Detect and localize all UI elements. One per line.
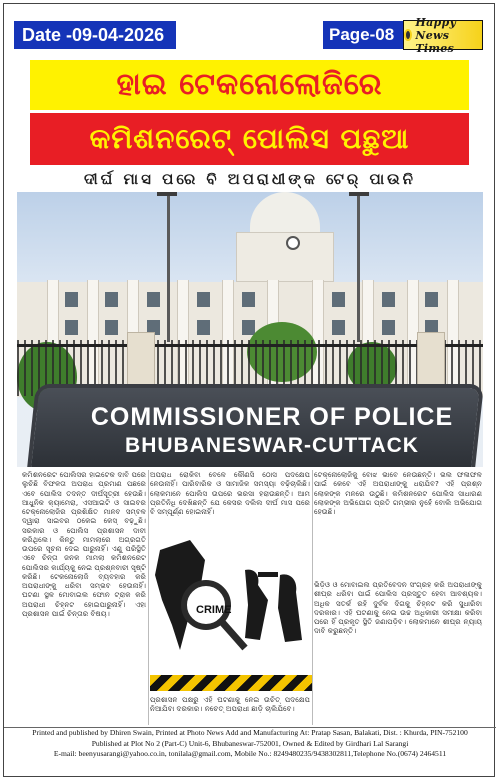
clock-icon (286, 236, 300, 250)
building-window (105, 320, 118, 335)
footer-line-3: E-mail: beenyusarangi@yahoo.co.in, tonilala@gmail.com, Mobile No.: 8249480235/9438302811,Telephone No.(0674) 2464511 (53, 749, 447, 758)
subheadline: ଦୀର୍ଘ ମାସ ପରେ ବି ଅପରାଧୀଙ୍କ ଟେର୍ ପାଉନି (84, 170, 416, 188)
building-window (65, 292, 78, 307)
building-window (332, 320, 345, 335)
article-column-3-top: ଟେକ୍ନୋଲୋଜିକୁ ବୋଝ ଭାବେ ନେଉଛନ୍ତି। ଭଲ ଫଳାଫଳ ପାଇଁ କେବେ ଏହି ଅପରାଧୀଙ୍କୁ ଧରାଯିବ? ଏହି ପ୍ରଶ୍ନ ଲୋକଙ୍କ ମନରେ ଉଠୁଛି। କମିଶନରେଟ ପୋଲିସ ସାଧାରଣ ଲୋକଙ୍କ ଅଭିଯୋଗ ପ୍ରତି ଗମ୍ଭୀର ନୁହେଁ ବୋଲି ଅଭିଯୋଗ ହେଉଛି। (314, 470, 482, 516)
newspaper-logo (403, 15, 483, 55)
building-window (382, 292, 395, 307)
column-divider (148, 470, 149, 725)
building-window (382, 320, 395, 335)
magnifier-handle (222, 622, 245, 648)
article-column-2-bottom: ପ୍ରଶାସନ ପକ୍ଷରୁ ଏହି ଘଟଣାକୁ ନେଇ ଉଚିତ୍ ପଦକ୍ଷେପ ନିଆଯିବା ଦରକାର। ନଚେତ୍ ଅପରାଧୀ ଛାଡ଼ି ଚାଲିଯିବେ। (150, 695, 310, 714)
headline-line1: ହାଇ ଟେକନୋଲୋଜିରେ (30, 60, 469, 110)
building-window (147, 292, 160, 307)
building-window (332, 292, 345, 307)
footer-line-2: Published at Plot No 2 (Part-C) Unit-6, Bhubaneswar-752001, Owned & Edited by Girdhari Lal Sarangi (91, 738, 409, 748)
street-lamp-head (157, 192, 177, 196)
police-commissionerate-photo (17, 192, 483, 467)
column-divider (312, 470, 313, 725)
article-column-1: କମିଶନରେଟ ପୋଲିସର ହାଇଟେକ ଦାବି ପରେ ଲୁଚିଛି ବିଫଳତା ଅପରାଧ ପ୍ରମାଣ ପଛରେ ଏବେ ପୋଲିସ ତଦନ୍ତ ଦୀର୍ଘସୂତ୍ରୀ ହେଉଛି। ଆଧୁନିକ କ୍ୟାମେରା, ଏସଆଇଟି ଓ ସାଇବର ଟେକ୍ନୋଲୋଜିର ପ୍ରଶିକ୍ଷିତ ମାନବ ସମ୍ବଳ ଦ୍ୱାରା ସାଇବର ଠକେଇ କେସ୍ ବଢ଼ୁଛି। ସରକାର ଓ ପୋଲିସ ପ୍ରଶାସନ ଦାବୀ କରିଥିଲେ। କିନ୍ତୁ ମାମଲାରେ ଅଗ୍ରଗତି ଉପରେ ସୂଚନା ଦେଇ ପାରୁନାହିଁ। ଏଣୁ ପରିସ୍ଥିତି ଏବେ ଚିନ୍ତା ଜନକ ମାମଲା କମିଶନରେଟ ପୋଲିସର କାର୍ଯ୍ୟକୁ ନେଇ ପ୍ରଶ୍ନବାଚୀ ସୃଷ୍ଟି କରିଛି। ଟେକନୋଲୋଜି ବ୍ୟବହାର କରି ଅପରାଧୀଙ୍କୁ ଧରିବା ସମ୍ଭବ ହେଉନାହିଁ। ଘଟଣା ସ୍ଥଳ ମୋବାଇଲ ଫୋନ ଟ୍ରାକ କରି ଅପରାଧୀ ଚିହ୍ନଟ ହୋଇପାରୁନାହିଁ। ଏହା ପ୍ରଶାସନ ପାଇଁ ଚିନ୍ତାର ବିଷୟ। (22, 470, 146, 618)
building-window (242, 320, 255, 335)
building-window (242, 292, 255, 307)
date-label: Date -09-04-2026 (14, 21, 176, 49)
street-lamp (167, 192, 170, 342)
building-window (65, 320, 78, 335)
publisher-footer (4, 727, 496, 778)
crime-graphic (150, 530, 312, 675)
building-window (425, 292, 438, 307)
building-window (105, 292, 118, 307)
logo-text: Happy News Times (415, 15, 457, 55)
victim-silhouette (278, 574, 302, 642)
street-lamp (357, 192, 360, 342)
gun-icon (258, 572, 278, 577)
sign-text-line1: COMMISSIONER OF POLICE (90, 403, 454, 431)
sign-text-line2: BHUBANESWAR-CUTTACK (125, 434, 419, 457)
building-tower (236, 232, 334, 282)
building-window (197, 292, 210, 307)
building-window (197, 320, 210, 335)
page-number-label: Page-08 (323, 21, 403, 49)
article-column-2-top: ଅପରାଧ ରୋକିବା ବେଳେ କୌଣସି ଠୋସ ପଦକ୍ଷେପ ନେଉନାହିଁ। ପାରିବାରିକ ଓ ସାମାଜିକ ସମସ୍ୟା ବଢ଼ିଚାଲିଛି। ଲୋକମାନେ ପୋଲିସ ଉପରେ ଭରସା ହରାଉଛନ୍ତି। ଆମ ପ୍ରତିନିଧି ଦେଖିଛନ୍ତି ଯେ କେସର ଦଲିଲ ଦୀର୍ଘ ମାସ ପରେ ବି ସମ୍ପୂର୍ଣ୍ଣ ହୋଇନାହିଁ। (150, 470, 310, 516)
criminal-silhouette (245, 570, 268, 640)
footer-line-1: Printed and published by Dhiren Swain, Printed at Photo News Add and Manufacturing At: Pratap Sasan, Balakati, Dist. : Khurda, PIN-752100 (32, 728, 468, 737)
article-column-3-bottom: ଭିଡ଼ିଓ ଓ ମୋବାଇଲ ପ୍ରତିବେଦନ ସଂଗ୍ରହ କରି ଅପରାଧୀଙ୍କୁ ଶୀଘ୍ର ଧରିବା ପାଇଁ ପୋଲିସ ପ୍ରସ୍ତୁତ ହେବା ଆବଶ୍ୟକ। ଅଧିକ ସତର୍କ ରହି ଦୁର୍ବଳ ଦିଗକୁ ଚିହ୍ନଟ କରି ସୁଧାରିବା ଦରକାର। ଏହି ଘଟଣାକୁ ନେଇ ଉଚ୍ଚ ଅଧିକାରୀ ସମୀକ୍ଷା କରିବା ପରେ ହିଁ ପ୍ରକୃତ ସ୍ଥିତି ଜଣାପଡ଼ିବ। ଲୋକମାନେ ଶୀଘ୍ର ନ୍ୟାୟ ଦାବି କରୁଛନ୍ତି। (314, 580, 482, 636)
headline-line2: କମିଶନରେଟ୍ ପୋଲିସ ପଛୁଆ (30, 113, 469, 165)
crime-tape-stripe (150, 675, 312, 691)
building-dome (250, 192, 320, 234)
street-lamp-head (349, 192, 369, 196)
fence-rail (17, 344, 483, 347)
logo-globe-icon (404, 29, 412, 41)
crime-label: CRIME (196, 604, 232, 616)
